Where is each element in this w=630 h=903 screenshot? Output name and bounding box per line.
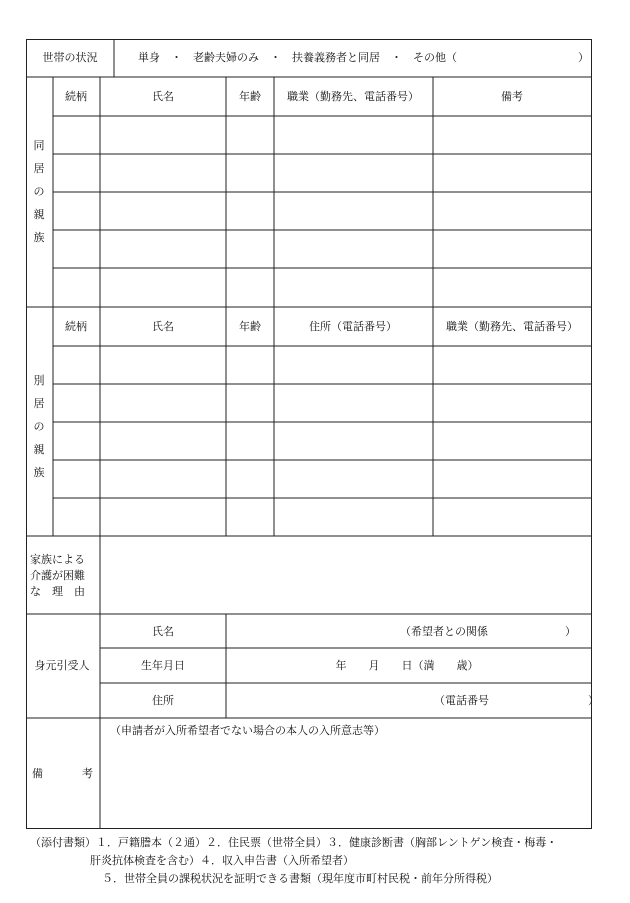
separate-relatives-label: 別 居 の 親 族 <box>33 374 45 479</box>
guarantor-phone: （電話番号 ） <box>434 694 599 707</box>
household-options: 単身 ・ 老齢夫婦のみ ・ 扶養義務者と同居 ・ その他（ ） <box>138 51 589 64</box>
guarantor-birth-value: 年 月 日（満 歳） <box>335 659 479 672</box>
header-address: 住所（電話番号） <box>309 320 397 333</box>
guarantor-address-label: 住所 <box>152 694 174 707</box>
attachments-line-2: 肝炎抗体検査を含む）４．収入申告書（入所希望者） <box>90 854 354 867</box>
header-occupation: 職業（勤務先、電話番号） <box>446 320 578 333</box>
header-relationship: 続柄 <box>65 90 87 103</box>
guarantor-label: 身元引受人 <box>34 659 90 672</box>
remarks-label-right: 考 <box>82 767 93 780</box>
guarantor-relation: （希望者との関係 ） <box>400 625 576 638</box>
header-age: 年齢 <box>239 320 261 333</box>
application-form <box>26 39 599 829</box>
care-difficulty-label-line1: 家族による <box>30 553 85 566</box>
cohabiting-relatives-label: 同 居 の 親 族 <box>33 139 45 244</box>
household-label: 世帯の状況 <box>42 51 98 64</box>
care-difficulty-label-line3: な 理 由 <box>30 585 85 598</box>
header-name: 氏名 <box>152 320 174 333</box>
header-remarks: 備考 <box>501 90 523 103</box>
header-age: 年齢 <box>239 90 261 103</box>
remarks-note: （申請者が入所希望者でない場合の本人の入所意志等） <box>110 724 385 737</box>
header-name: 氏名 <box>152 90 174 103</box>
attachments-notes <box>30 834 620 888</box>
remarks-label-left: 備 <box>32 767 43 780</box>
form-grid <box>26 39 592 829</box>
header-relationship: 続柄 <box>65 320 87 333</box>
guarantor-birth-label: 生年月日 <box>141 659 185 672</box>
care-difficulty-label-line2: 介護が困難 <box>30 569 85 582</box>
attachments-line-1: （添付書類）１．戸籍謄本（２通）２．住民票（世帯全員）３．健康診断書（胸部レントゲン検査・梅毒・ <box>30 836 558 849</box>
header-occupation: 職業（勤務先、電話番号） <box>287 90 419 103</box>
attachments-line-3: ５．世帯全員の課税状況を証明できる書類（現年度市町村民税・前年分所得税） <box>102 872 498 885</box>
guarantor-name-label: 氏名 <box>152 625 174 638</box>
